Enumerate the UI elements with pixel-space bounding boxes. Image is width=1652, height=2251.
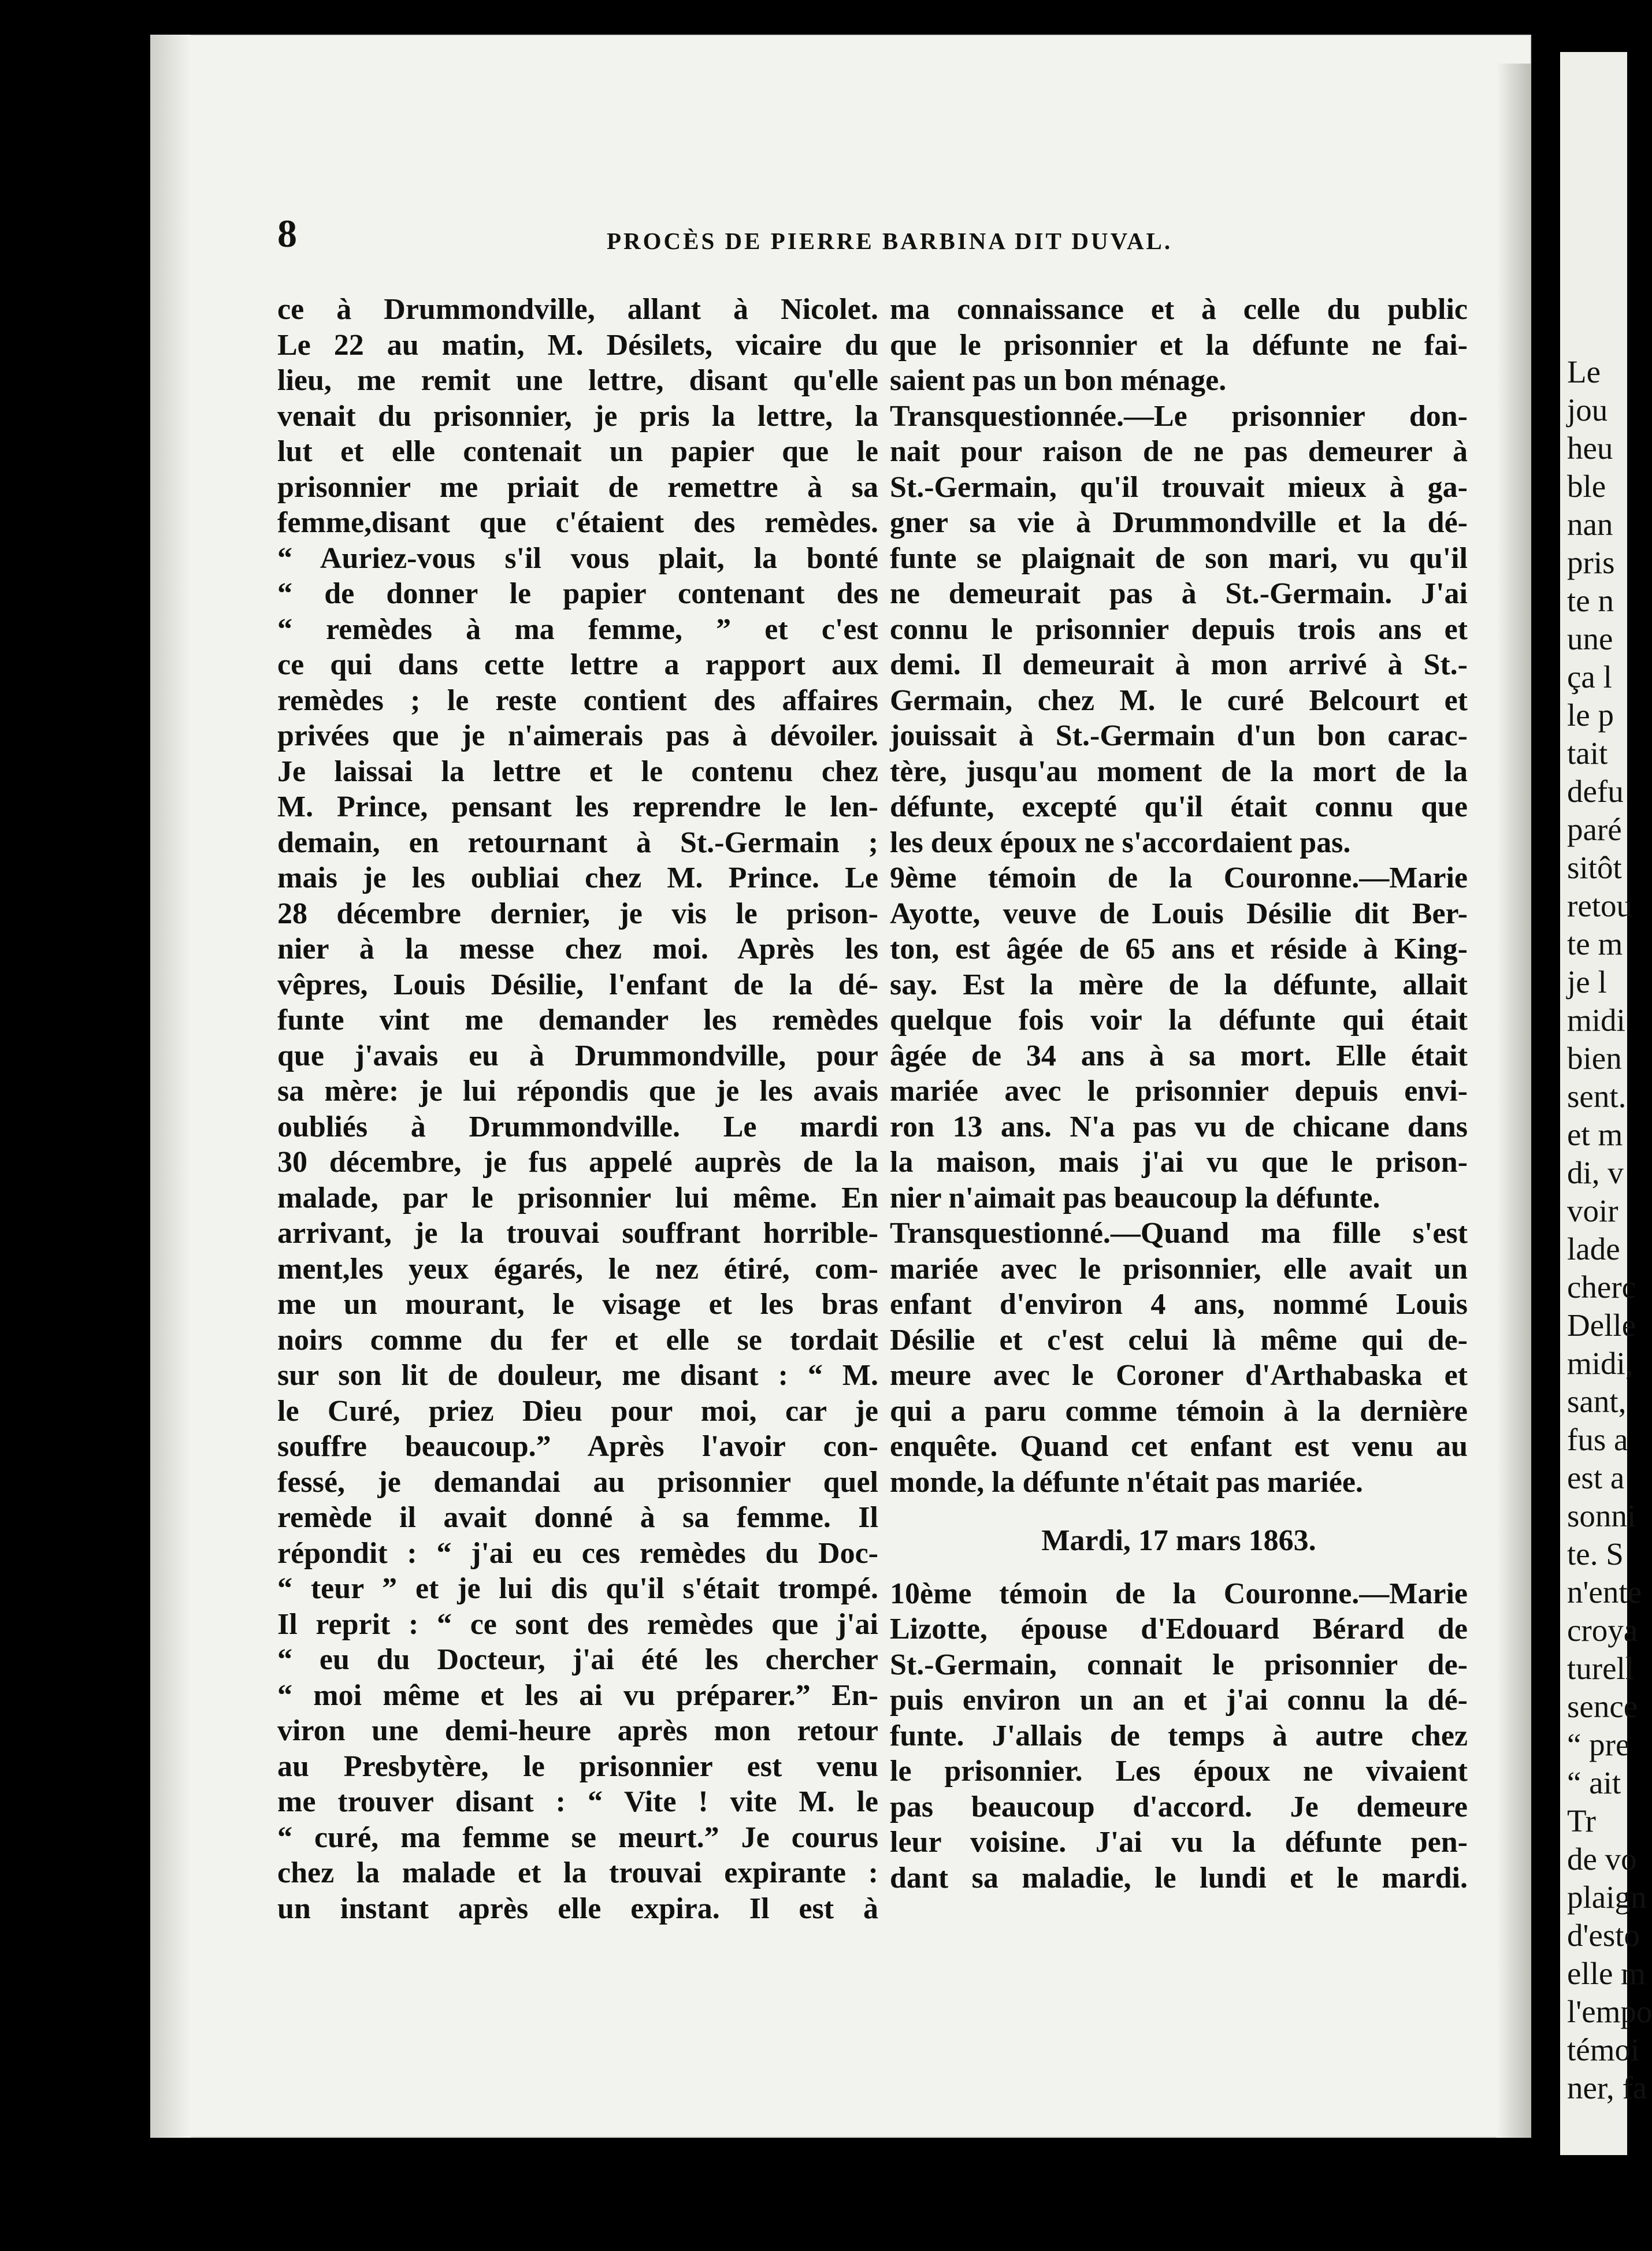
facing-page-line: ble [1567, 469, 1606, 504]
section-gap [890, 1559, 1468, 1576]
text-line: pas beaucoup d'accord. Je demeure [890, 1790, 1468, 1823]
text-line: ment,les yeux égarés, le nez étiré, com- [277, 1252, 878, 1286]
facing-page-line: midi [1567, 1002, 1625, 1038]
text-line: monde, la défunte n'était pas mariée. [890, 1465, 1363, 1499]
text-line: qui a paru comme témoin à la dernière [890, 1394, 1468, 1428]
text-line: Je laissai la lettre et le contenu chez [277, 755, 878, 788]
text-line: demain, en retournant à St.-Germain ; [277, 826, 878, 859]
page-gutter-shadow [150, 35, 191, 2138]
facing-page-line: le p [1567, 697, 1614, 733]
facing-page-line: bien [1567, 1041, 1622, 1076]
text-line: ton, est âgée de 65 ans et réside à King- [890, 933, 1468, 965]
facing-page-line: lade [1567, 1231, 1620, 1266]
facing-page-line: une [1567, 621, 1613, 656]
text-line: défunte, excepté qu'il était connu que [890, 790, 1468, 823]
text-line: ron 13 ans. N'a pas vu de chicane dans [890, 1110, 1468, 1143]
text-line: Lizotte, épouse d'Edouard Bérard de [890, 1613, 1468, 1645]
text-line: 10ème témoin de la Couronne.—Marie [890, 1577, 1468, 1610]
page-header [277, 211, 1208, 257]
text-line: quelque fois voir la défunte qui était [890, 1004, 1468, 1037]
facing-page-line: l'empo [1567, 1994, 1652, 2029]
text-line: le Curé, priez Dieu pour moi, car je [277, 1394, 878, 1428]
text-line: “ curé, ma femme se meurt.” Je courus [277, 1821, 878, 1854]
facing-page-line: de vo [1567, 1841, 1637, 1877]
facing-page-line: sence [1567, 1689, 1638, 1724]
facing-page-line: elle m [1567, 1956, 1646, 1991]
text-line: Désilie et c'est celui là même qui de- [890, 1323, 1468, 1357]
text-line: “ de donner le papier contenant des [277, 577, 878, 610]
facing-page-line: turell [1567, 1651, 1635, 1686]
text-line: Il reprit : “ ce sont des remèdes que j'ai [277, 1607, 878, 1641]
text-line: me trouver disant : “ Vite ! vite M. le [277, 1785, 878, 1818]
text-line: me un mourant, le visage et les bras [277, 1288, 878, 1321]
facing-page-line: pris [1567, 545, 1615, 580]
text-line: funte se plaignait de son mari, vu qu'il [890, 541, 1468, 575]
facing-page-line: ça l [1567, 659, 1612, 694]
facing-page-line: sent. [1567, 1079, 1627, 1114]
left-column [277, 292, 878, 1926]
facing-page-line: heu [1567, 430, 1613, 466]
facing-page-line: croya [1567, 1613, 1638, 1648]
text-line: mais je les oubliai chez M. Prince. Le [277, 861, 878, 894]
text-line: jouissait à St.-Germain d'un bon carac- [890, 719, 1468, 752]
text-line: say. Est la mère de la défunte, allait [890, 968, 1468, 1001]
text-line: ne demeurait pas à St.-Germain. J'ai [890, 577, 1468, 610]
text-line: St.-Germain, qu'il trouvait mieux à ga- [890, 470, 1468, 504]
facing-page-line: tait [1567, 736, 1608, 771]
text-line: Transquestionnée.—Le prisonnier don- [890, 399, 1468, 433]
text-line: funte. J'allais de temps à autre chez [890, 1719, 1468, 1752]
facing-page-fragment [1560, 52, 1652, 2155]
text-line: Transquestionné.—Quand ma fille s'est [890, 1217, 1468, 1250]
text-line: nier n'aimait pas beaucoup la défunte. [890, 1181, 1380, 1214]
text-line: Germain, chez M. le curé Belcourt et [890, 684, 1468, 717]
text-line: Ayotte, veuve de Louis Désilie dit Ber- [890, 897, 1468, 930]
facing-page-line: te n [1567, 583, 1614, 618]
text-line: enfant d'environ 4 ans, nommé Louis [890, 1288, 1468, 1321]
text-line: demi. Il demeurait à mon arrivé à St.- [890, 648, 1468, 681]
text-line: répondit : “ j'ai eu ces remèdes du Doc- [277, 1536, 878, 1570]
text-line: leur voisine. J'ai vu la défunte pen- [890, 1826, 1468, 1859]
text-line: Le 22 au matin, M. Désilets, vicaire du [277, 328, 878, 362]
right-column [890, 292, 1468, 1896]
text-line: malade, par le prisonnier lui même. En [277, 1181, 878, 1214]
facing-page-line: jou [1567, 392, 1608, 428]
facing-page-line: defu [1567, 774, 1624, 809]
text-line: femme,disant que c'étaient des remèdes. [277, 506, 878, 539]
facing-page-line: sitôt [1567, 850, 1622, 885]
facing-page-line: sonni [1567, 1498, 1636, 1533]
text-line: “ remèdes à ma femme, ” et c'est [277, 612, 878, 646]
facing-page-line: “ ait [1567, 1765, 1621, 1800]
facing-page-line: Tr [1567, 1803, 1596, 1838]
text-line: “ teur ” et je lui dis qu'il s'était trompé. [277, 1572, 878, 1605]
text-line: souffre beaucoup.” Après l'avoir con- [277, 1430, 878, 1463]
text-line: saient pas un bon ménage. [890, 364, 1227, 397]
text-line: privées que je n'aimerais pas à dévoiler. [277, 719, 878, 752]
facing-page-line: retou [1567, 888, 1633, 923]
facing-page-line: Delle [1567, 1307, 1636, 1343]
facing-page-line: Le [1567, 354, 1601, 389]
text-line: dant sa maladie, le lundi et le mardi. [890, 1861, 1468, 1895]
text-line: sa mère: je lui répondis que je les avais [277, 1075, 878, 1108]
text-line: viron une demi-heure après mon retour [277, 1714, 878, 1747]
text-line: oubliés à Drummondville. Le mardi [277, 1110, 878, 1143]
text-line: connu le prisonnier depuis trois ans et [890, 612, 1468, 646]
facing-page-line: di, v [1567, 1155, 1624, 1190]
text-line: ce qui dans cette lettre a rapport aux [277, 648, 878, 681]
facing-page-line: témoi [1567, 2032, 1640, 2067]
text-line: nier à la messe chez moi. Après les [277, 933, 878, 965]
text-line: meure avec le Coroner d'Arthabaska et [890, 1359, 1468, 1392]
text-line: “ moi même et les ai vu préparer.” En- [277, 1678, 878, 1712]
text-line: le prisonnier. Les époux ne vivaient [890, 1755, 1468, 1788]
text-line: que j'avais eu à Drummondville, pour [277, 1039, 878, 1072]
text-line: 30 décembre, je fus appelé auprès de la [277, 1146, 878, 1179]
date-heading: Mardi, 17 mars 1863. [1041, 1524, 1316, 1557]
text-line: tère, jusqu'au moment de la mort de la [890, 755, 1468, 788]
text-line: lieu, me remit une lettre, disant qu'elle [277, 364, 878, 397]
section-gap [890, 1500, 1468, 1523]
facing-page-line: te. S [1567, 1536, 1624, 1572]
text-line: au Presbytère, le prisonnier est venu [277, 1749, 878, 1783]
facing-page-line: et m [1567, 1117, 1623, 1152]
text-line: gner sa vie à Drummondville et la dé- [890, 506, 1468, 539]
facing-page-line: je l [1567, 964, 1607, 1000]
text-line: funte vint me demander les remèdes [277, 1004, 878, 1037]
facing-page-line: te m [1567, 926, 1623, 961]
facing-page-line: est a [1567, 1460, 1625, 1495]
facing-page-line: ner, fa [1567, 2070, 1647, 2105]
running-title: PROCÈS DE PIERRE BARBINA DIT DUVAL. [607, 228, 1173, 254]
facing-page-line: d'esto [1567, 1918, 1640, 1953]
text-line: venait du prisonnier, je pris la lettre, la [277, 399, 878, 433]
facing-page-line: n'ente [1567, 1574, 1642, 1610]
facing-page-line: “ pre [1567, 1727, 1630, 1762]
page-fold-shadow [1497, 64, 1531, 2138]
text-line: remèdes ; le reste contient des affaires [277, 684, 878, 717]
text-line: St.-Germain, connait le prisonnier de- [890, 1648, 1468, 1681]
text-line: chez la malade et la trouvai expirante : [277, 1856, 878, 1889]
text-line: les deux époux ne s'accordaient pas. [890, 826, 1351, 859]
text-line: enquête. Quand cet enfant est venu au [890, 1430, 1468, 1463]
text-line: mariée avec le prisonnier depuis envi- [890, 1075, 1468, 1108]
facing-page-line: sant, [1567, 1384, 1627, 1419]
text-line: M. Prince, pensant les reprendre le len- [277, 790, 878, 823]
text-line: “ eu du Docteur, j'ai été les chercher [277, 1643, 878, 1676]
text-line: 28 décembre dernier, je vis le prison- [277, 897, 878, 930]
facing-page-line: nan [1567, 507, 1613, 542]
text-line: 9ème témoin de la Couronne.—Marie [890, 861, 1468, 894]
text-line: lut et elle contenait un papier que le [277, 435, 878, 468]
text-line: un instant après elle expira. Il est à [277, 1892, 878, 1925]
text-line: prisonnier me priait de remettre à sa [277, 470, 878, 504]
text-line: sur son lit de douleur, me disant : “ M. [277, 1359, 878, 1392]
text-line: noirs comme du fer et elle se tordait [277, 1323, 878, 1357]
text-line: arrivant, je la trouvai souffrant horrible- [277, 1217, 878, 1250]
text-line: que le prisonnier et la défunte ne fai- [890, 328, 1468, 362]
text-line: ce à Drummondville, allant à Nicolet. [277, 293, 878, 326]
facing-page-line: plaign [1567, 1879, 1647, 1915]
facing-page-line: paré [1567, 812, 1622, 847]
text-line: nait pour raison de ne pas demeurer à [890, 435, 1468, 468]
text-line: “ Auriez-vous s'il vous plait, la bonté [277, 541, 878, 575]
facing-page-line: voir [1567, 1193, 1618, 1228]
facing-page-line: fus a [1567, 1422, 1628, 1457]
text-line: mariée avec le prisonnier, elle avait un [890, 1252, 1468, 1286]
text-line: ma connaissance et à celle du public [890, 293, 1468, 326]
text-line: vêpres, Louis Désilie, l'enfant de la dé- [277, 968, 878, 1001]
text-line: puis environ un an et j'ai connu la dé- [890, 1684, 1468, 1717]
text-line: remède il avait donné à sa femme. Il [277, 1501, 878, 1534]
page-number: 8 [277, 211, 297, 255]
text-line: âgée de 34 ans à sa mort. Elle était [890, 1039, 1468, 1072]
facing-page-line: cherc [1567, 1269, 1636, 1305]
facing-page-line: midi, [1567, 1346, 1634, 1381]
text-line: fessé, je demandai au prisonnier quel [277, 1465, 878, 1499]
text-line: la maison, mais j'ai vu que le prison- [890, 1146, 1468, 1179]
